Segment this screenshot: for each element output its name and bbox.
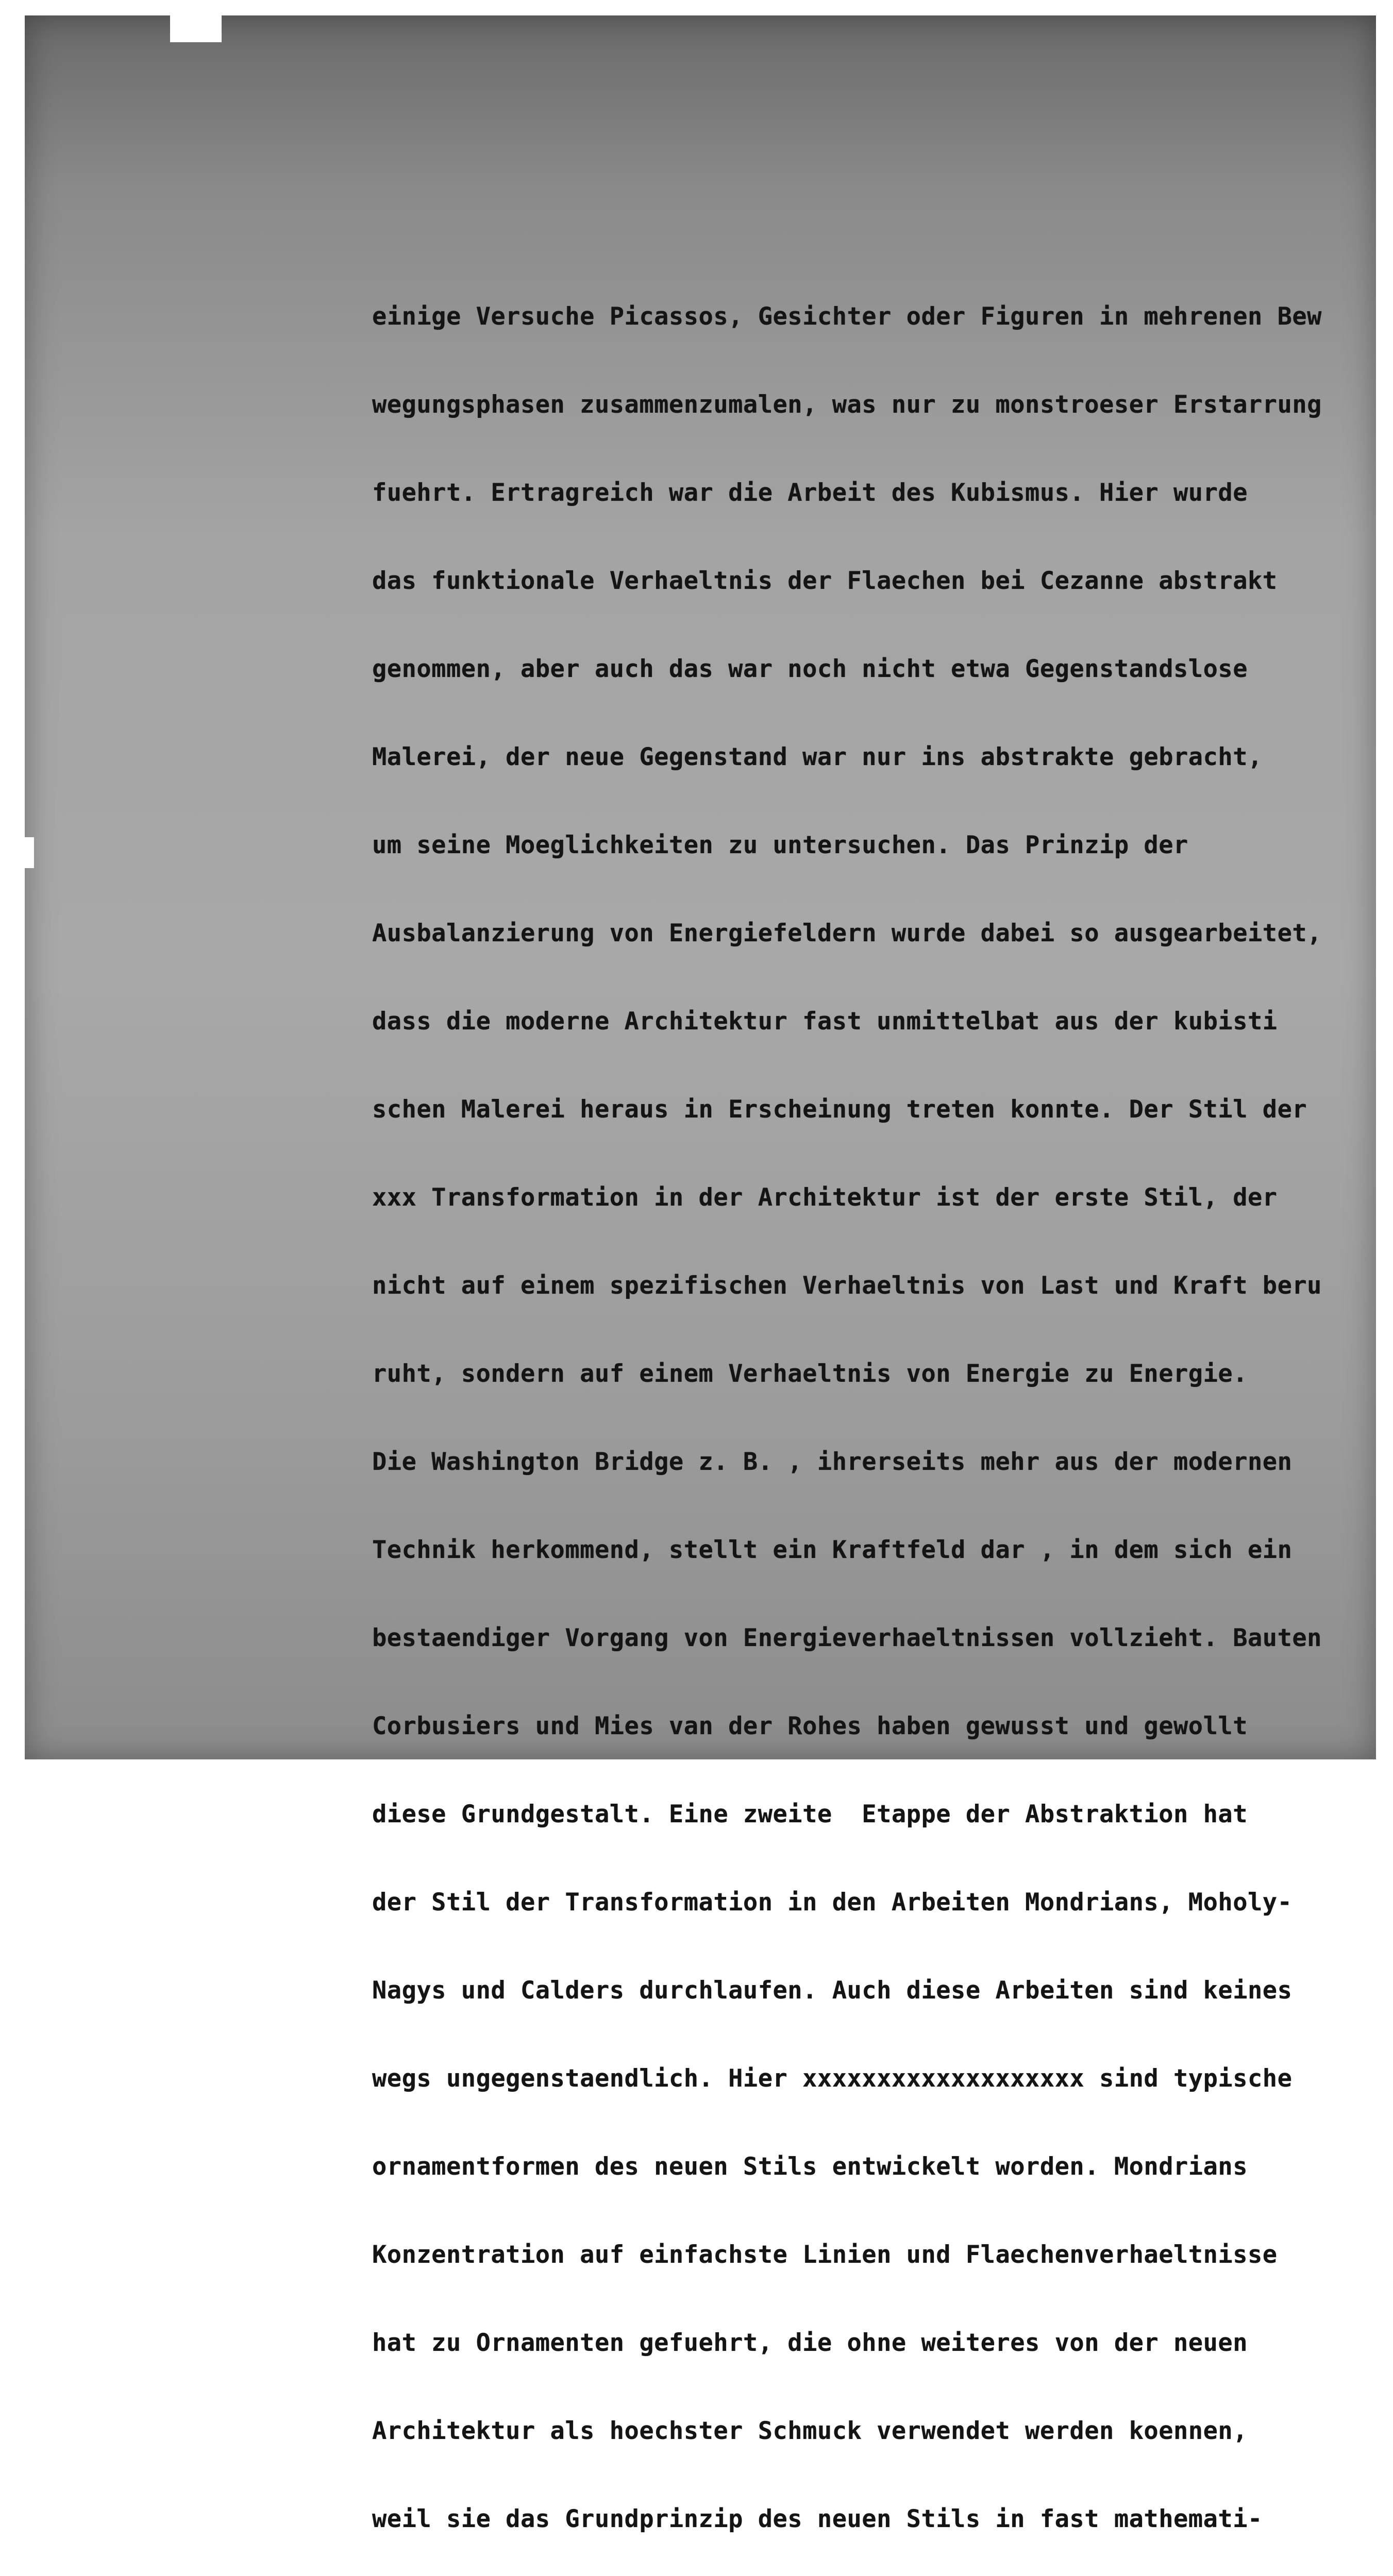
text-line: weil sie das Grundprinzip des neuen Stils in fast mathemati- [372,2505,1263,2533]
text-line: um seine Moeglichkeiten zu untersuchen. Das Prinzip der [372,831,1188,859]
text-line: fuehrt. Ertragreich war die Arbeit des Kubismus. Hier wurde [372,479,1248,507]
text-line: ornamentformen des neuen Stils entwickelt worden. Mondrians [372,2153,1248,2181]
text-line: hat zu Ornamenten gefuehrt, die ohne weiteres von der neuen [372,2329,1248,2357]
paragraph-1 [372,243,1376,2576]
paper-tear-top [170,15,222,42]
text-line: ruht, sondern auf einem Verhaeltnis von Energie zu Energie. [372,1360,1248,1388]
text-line: diese Grundgestalt. Eine zweite Etappe der Abstraktion hat [372,1800,1248,1828]
text-line: das funktionale Verhaeltnis der Flaechen bei Cezanne abstrakt [372,567,1278,595]
text-line: genommen, aber auch das war noch nicht etwa Gegenstandslose [372,655,1248,683]
text-line: bestaendiger Vorgang von Energieverhaeltnissen vollzieht. Bauten [372,1624,1322,1652]
text-line: Malerei, der neue Gegenstand war nur ins abstrakte gebracht, [372,743,1263,771]
text-line: Corbusiers und Mies van der Rohes haben gewusst und gewollt [372,1712,1248,1740]
text-line: dass die moderne Architektur fast unmittelbat aus der kubisti [372,1007,1278,1036]
text-line: xxx Transformation in der Architektur ist der erste Stil, der [372,1183,1278,1212]
text-line: Architektur als hoechster Schmuck verwendet werden koennen, [372,2417,1248,2445]
text-line: einige Versuche Picassos, Gesichter oder Figuren in mehrenen Bew [372,302,1322,331]
text-line: schen Malerei heraus in Erscheinung treten konnte. Der Stil der [372,1095,1307,1124]
text-line: Technik herkommend, stellt ein Kraftfeld dar , in dem sich ein [372,1536,1293,1564]
text-line: der Stil der Transformation in den Arbeiten Mondrians, Moholy- [372,1888,1293,1917]
typewritten-text [372,184,1376,2576]
text-line: nicht auf einem spezifischen Verhaeltnis von Last und Kraft beru [372,1272,1322,1300]
text-line: Konzentration auf einfachste Linien und Flaechenverhaeltnisse [372,2241,1278,2269]
paper-tear-left [25,837,34,868]
text-line: Nagys und Calders durchlaufen. Auch diese Arbeiten sind keines [372,1976,1293,2005]
text-line: wegungsphasen zusammenzumalen, was nur zu monstroeser Erstarrung [372,391,1322,419]
text-line: Die Washington Bridge z. B. , ihrerseits mehr aus der modernen [372,1448,1293,1476]
text-line: Ausbalanzierung von Energiefeldern wurde dabei so ausgearbeitet, [372,919,1322,947]
text-line: wegs ungegenstaendlich. Hier xxxxxxxxxxxxxxxxxxx sind typische [372,2064,1293,2093]
